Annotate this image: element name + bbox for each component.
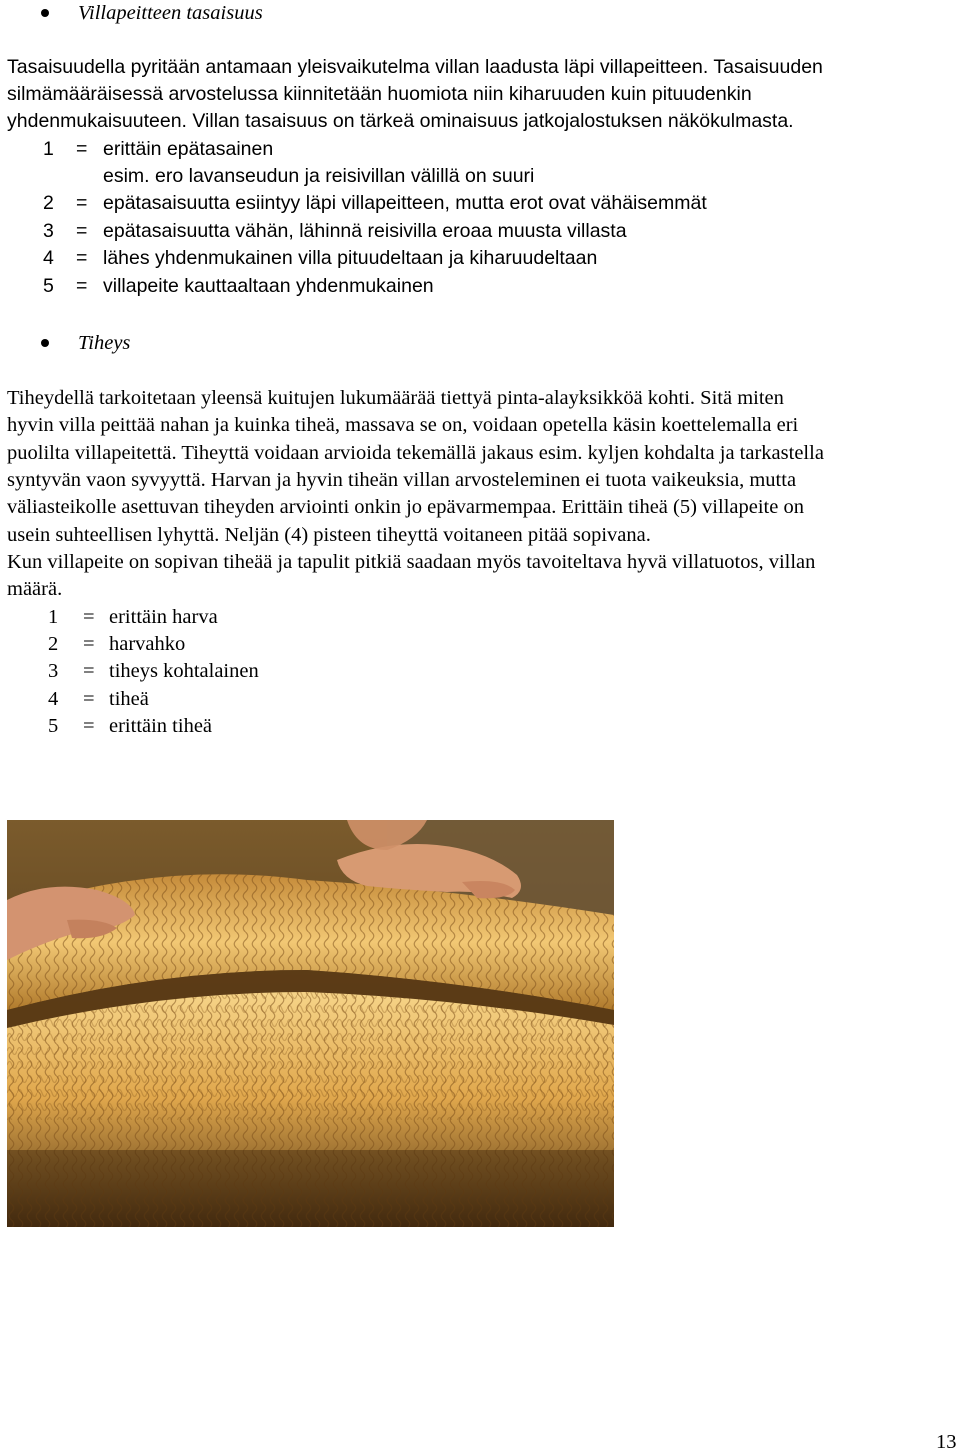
- scale-text: epätasaisuutta esiintyy läpi villapeitteen, mutta erot ovat vähäisemmät: [103, 192, 707, 214]
- scale-equals: =: [83, 606, 95, 628]
- scale-text: erittäin harva: [109, 606, 218, 628]
- scale-number: 5: [48, 715, 59, 737]
- scale-number: 5: [43, 275, 54, 297]
- scale-equals: =: [83, 633, 95, 655]
- scale-equals: =: [83, 660, 95, 682]
- paragraph-line: puolilta villapeitettä. Tiheyttä voidaan arvioida tekemällä jakaus esim. kyljen kohdalta ja tarkastella: [7, 442, 824, 464]
- scale-number: 3: [48, 660, 59, 682]
- scale-text: lähes yhdenmukainen villa pituudeltaan ja kiharuudeltaan: [103, 247, 598, 269]
- paragraph-line: syntyvän vaon syvyyttä. Harvan ja hyvin tiheän villan arvosteleminen ei tuota vaikeuksia, mutta: [7, 469, 797, 491]
- scale-equals: =: [83, 715, 95, 737]
- scale-equals: =: [76, 138, 88, 160]
- scale-number: 1: [43, 138, 54, 160]
- paragraph-line: silmämääräisessä arvostelussa kiinnitetään huomiota niin kiharuuden kuin pituudenkin: [7, 83, 752, 105]
- bullet-icon: [41, 339, 49, 347]
- scale-equals: =: [76, 220, 88, 242]
- scale-text: erittäin epätasainen: [103, 138, 274, 160]
- scale-equals: =: [76, 192, 88, 214]
- paragraph-line: usein suhteellisen lyhyttä. Neljän (4) pisteen tiheyttä voitaneen pitää sopivana.: [7, 524, 651, 546]
- paragraph-line: määrä.: [7, 578, 63, 600]
- scale-equals: =: [76, 247, 88, 269]
- scale-number: 3: [43, 220, 54, 242]
- scale-equals: =: [76, 275, 88, 297]
- scale-note: esim. ero lavanseudun ja reisivillan välillä on suuri: [103, 165, 535, 187]
- paragraph-line: Kun villapeite on sopivan tiheää ja tapulit pitkiä saadaan myös tavoiteltava hyvä villatuotos, villan: [7, 551, 816, 573]
- section-heading-tiheys: Tiheys: [78, 332, 131, 354]
- paragraph-line: Tasaisuudella pyritään antamaan yleisvaikutelma villan laadusta läpi villapeitteen. Tasaisuuden: [7, 56, 823, 78]
- scale-text: villapeite kauttaaltaan yhdenmukainen: [103, 275, 434, 297]
- wool-fleece-photo: [7, 820, 614, 1227]
- paragraph-line: hyvin villa peittää nahan ja kuinka tiheä, massava se on, voidaan opetella käsin koettelemalla eri: [7, 414, 799, 436]
- paragraph-line: väliasteikolle asettuvan tiheyden arviointi onkin jo epävarmempaa. Erittäin tiheä (5) villapeite on: [7, 496, 804, 518]
- page-number: 13: [936, 1431, 957, 1453]
- paragraph-line: yhdenmukaisuuteen. Villan tasaisuus on tärkeä ominaisuus jatkojalostuksen näkökulmasta.: [7, 110, 794, 132]
- scale-text: tiheys kohtalainen: [109, 660, 259, 682]
- scale-number: 2: [43, 192, 54, 214]
- scale-number: 2: [48, 633, 59, 655]
- scale-number: 4: [48, 688, 59, 710]
- scale-text: erittäin tiheä: [109, 715, 213, 737]
- scale-number: 1: [48, 606, 59, 628]
- scale-text: harvahko: [109, 633, 186, 655]
- section-heading-tasaisuus: Villapeitteen tasaisuus: [78, 2, 263, 24]
- scale-equals: =: [83, 688, 95, 710]
- paragraph-line: Tiheydellä tarkoitetaan yleensä kuitujen lukumäärää tiettyä pinta-alayksikköä kohti. Sitä miten: [7, 387, 784, 409]
- bullet-icon: [41, 9, 49, 17]
- scale-text: epätasaisuutta vähän, lähinnä reisivilla eroaa muusta villasta: [103, 220, 627, 242]
- scale-number: 4: [43, 247, 54, 269]
- scale-text: tiheä: [109, 688, 149, 710]
